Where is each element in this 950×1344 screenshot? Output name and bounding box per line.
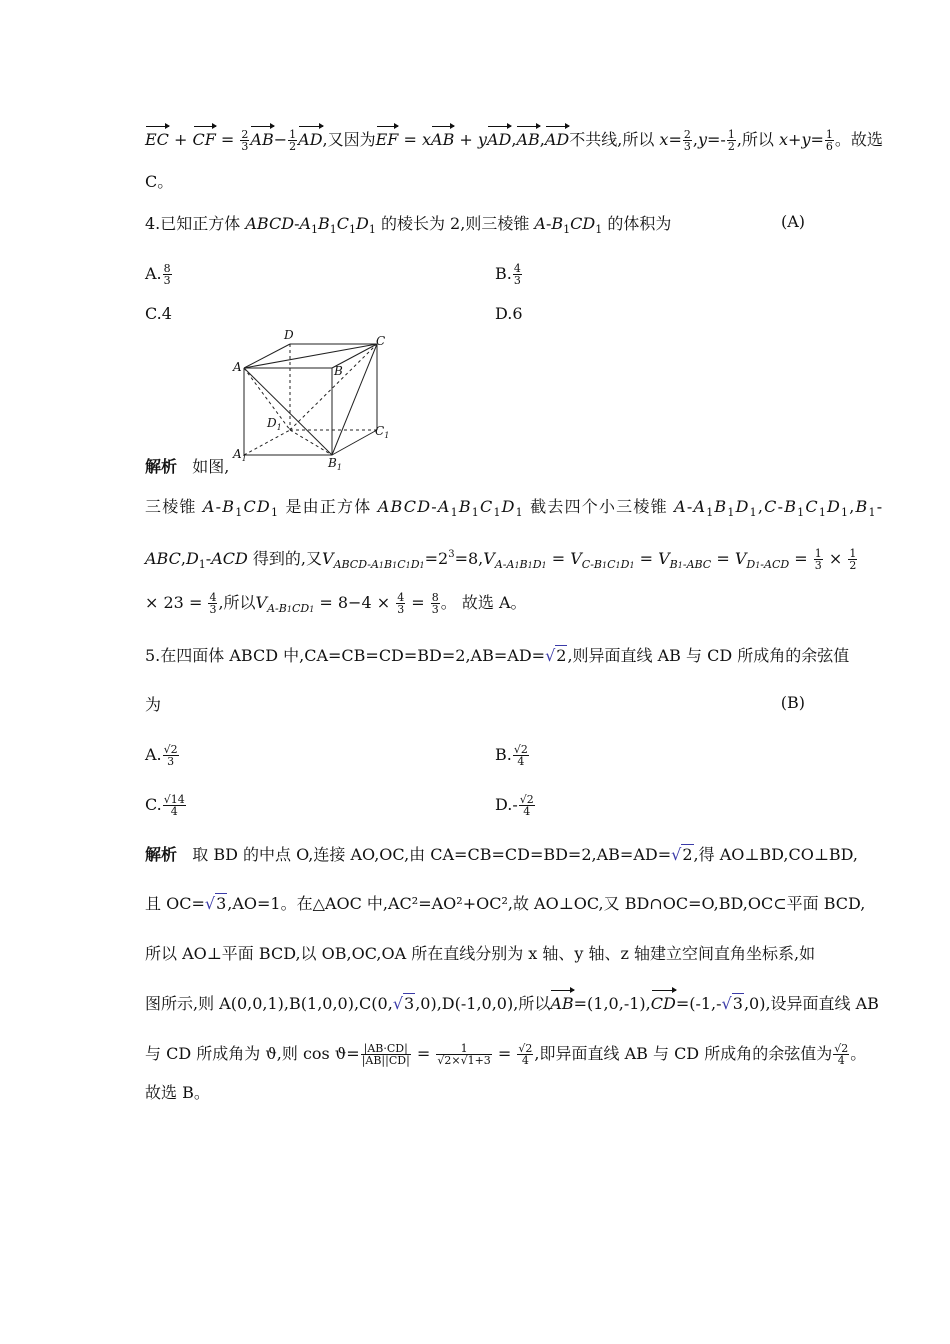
q4-sol-1: 三棱锥 $A-B_1CD_1$ 是由正方体 ABCD-$A_1B_1C_1D_1$ 截去四个小三棱锥 $A-A_1B_1D_1,C-B_1C_1D_1,B_1-$ [145, 497, 884, 519]
fig-label-b1: $B_1$ [328, 456, 342, 472]
q4-sol-3: × 23 = $\frac{4}{3}$ ,所以$V_{A-B1CD1} = 8-4$ × $\frac{4}{3}$ = $\frac{8}{3}$ 。 故选 A。 [145, 591, 527, 616]
q4-option-d: D.6 [495, 304, 523, 323]
q5-option-b: B. $\frac{√2}{4}$ [495, 743, 528, 768]
q4-option-b: B. $\frac{4}{3}$ [495, 262, 521, 287]
fig-label-c: C [376, 334, 386, 348]
q5-stem: 5.在四面体 ABCD 中,CA=CB=CD=BD=2,AB=AD=√2,则异面直线 AB 与 CD 所成角的余弦值 [145, 646, 850, 665]
q4-analysis-head: 解析 如图, [145, 457, 230, 476]
fig-label-b: B [334, 364, 343, 378]
q5-option-a: A. $\frac{√2}{3}$ [145, 743, 178, 768]
q4-sol-2: $ABC,D_1$-ACD 得到的,又$V_{ABCD-A1B1C1D1}=2^3=8,V_{A-A1B1D1} = V_{C-B1C1D1} = V_{B1-ABC} = V_{D1-ACD}$ = $\frac{1}{3}$ × $\frac{1}{2}$ [145, 547, 857, 572]
cube-figure [222, 325, 402, 475]
fig-label-a1: $A_1$ [233, 447, 247, 463]
q5-stem-2: 为 [145, 695, 162, 714]
q5-option-d: D.- $\frac{√2}{4}$ [495, 793, 534, 818]
line-1: EC + CF = $\frac{2}{3}$ AB− $\frac{1}{2}$ AD,又因为EF = xAB + yAD,AB,AD不共线,所以 x= $\frac{2}{3}$ ,y=- $\frac{1}{2}$ ,所以 x+y= $\frac{1}{6}$ 。故选 [145, 128, 883, 153]
vec-ec: EC [145, 128, 169, 152]
fig-label-d: D [284, 328, 294, 342]
q5-sol-4: 图所示,则 A(0,0,1),B(1,0,0),C(0,√3,0),D(-1,0,0),所以AB=(1,0,-1),CD=(-1,-√3,0),设异面直线 AB [145, 992, 805, 1016]
fig-label-d1: $D_1$ [267, 416, 282, 432]
q5-option-c: C. $\frac{√14}{4}$ [145, 793, 185, 818]
q5-sol-6: 故选 B。 [145, 1083, 210, 1102]
q4-answer: (A) [780, 212, 805, 231]
q5-sol-1: 解析 取 BD 的中点 O,连接 AO,OC,由 CA=CB=CD=BD=2,AB=AD=√2,得 AO⊥BD,CO⊥BD, [145, 845, 859, 864]
frac-2-3: $\frac{2}{3}$ [241, 128, 249, 153]
q5-sol-2: 且 OC=√3,AO=1。在△AOC 中,AC²=AO²+OC²,故 AO⊥OC,又 BD∩OC=O,BD,OC⊂平面 BCD, [145, 894, 866, 913]
fig-label-a: A [233, 360, 242, 374]
q5-answer: (B) [780, 693, 805, 712]
q4-option-c: C.4 [145, 304, 172, 323]
q4-stem: 4.已知正方体 ABCD-$A_1B_1C_1D_1$ 的棱长为 2,则三棱锥 $A-B_1CD_1$ 的体积为 [145, 214, 672, 236]
vec-cf: CF [193, 128, 216, 152]
q5-sol-5: 与 CD 所成角为 ϑ,则 cos ϑ= $\frac{|AB\cdot CD|}{|AB||CD|}$ = $\frac{1}{√2\times√1+3}$ = $\frac{√2}{4}$ ,即异面直线 AB 与 CD 所成角的余弦值为 $\frac{√2}{4}$ 。 [145, 1042, 867, 1067]
q5-sol-3: 所以 AO⊥平面 BCD,以 OB,OC,OA 所在直线分别为 x 轴、y 轴、z 轴建立空间直角坐标系,如 [145, 944, 816, 963]
line-2: C。 [145, 172, 174, 191]
q4-option-a: A. $\frac{8}{3}$ [145, 262, 171, 287]
fig-label-c1: $C_1$ [375, 424, 390, 440]
